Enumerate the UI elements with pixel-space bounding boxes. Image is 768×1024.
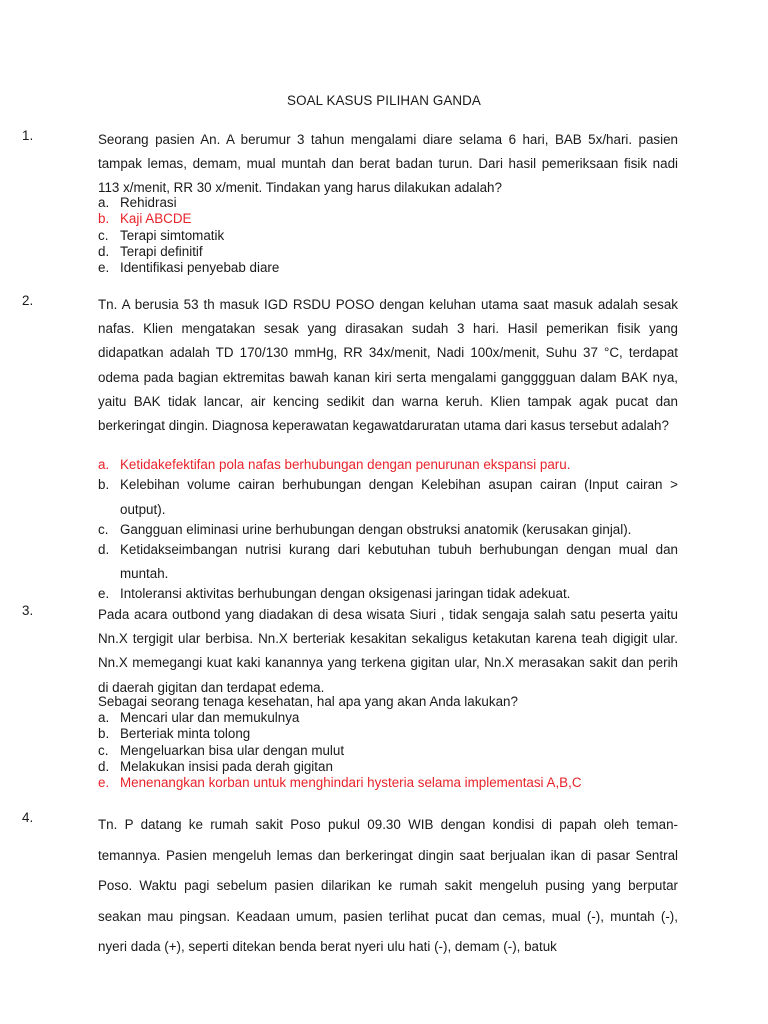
option-text: Berteriak minta tolong: [120, 726, 251, 742]
option-letter: b.: [98, 726, 110, 742]
question-number: 1.: [22, 128, 34, 143]
option-d: [98, 244, 678, 260]
question-text: Pada acara outbond yang diadakan di desa wisata Siuri , tidak sengaja salah satu peserta yaitu Nn.X tergigit ular berbisa. Nn.X berteriak kesakitan sekaligus ketakutan karena teah digigit ular. Nn.X memegangi kuat kaki kanannya yang terkena gigitan ular, Nn.X merasakan sakit dan perih di daerah gigitan dan terdapat edema.: [98, 607, 678, 695]
option-b-correct: [98, 211, 678, 227]
option-letter: d.: [98, 243, 110, 259]
option-letter: b.: [98, 477, 110, 493]
option-letter: b.: [98, 211, 110, 227]
option-letter: d.: [98, 758, 110, 774]
question-text: Tn. P datang ke rumah sakit Poso pukul 09.30 WIB dengan kondisi di papah oleh teman-temannya. Pasien mengeluh lemas dan berkeringat dingin saat berjualan ikan di pasar Sentral Poso. Waktu pagi sebelum pasien dilarikan ke rumah sakit mengeluh pusing yang berputar seakan mau pingsan. Keadaan umum, pasien terlihat pucat dan cemas, mual (-), muntah (-), nyeri dada (+), seperti ditekan benda berat nyeri ulu hati (-), demam (-), batuk: [98, 817, 678, 954]
option-d: [98, 538, 678, 586]
option-b: [98, 726, 678, 742]
option-list: [98, 710, 678, 791]
option-letter: a.: [98, 710, 110, 725]
option-text: Kelebihan volume cairan berhubungan dengan Kelebihan asupan cairan (Input cairan > output).: [120, 477, 678, 517]
option-e: [98, 260, 678, 276]
option-b: [98, 473, 678, 521]
option-a-correct: [98, 457, 678, 473]
option-letter: a.: [98, 457, 110, 472]
option-text: Ketidakseimbangan nutrisi kurang dari kebutuhan tubuh berhubungan dengan mual dan muntah.: [120, 542, 678, 582]
option-letter: e.: [98, 260, 110, 276]
option-text: Mencari ular dan memukulnya: [120, 710, 300, 725]
option-text: Terapi simtomatik: [120, 227, 225, 243]
option-text: Ketidakefektifan pola nafas berhubungan dengan penurunan ekspansi paru.: [120, 457, 571, 472]
option-text: Gangguan eliminasi urine berhubungan dengan obstruksi anatomik (kerusakan ginjal).: [120, 521, 632, 537]
option-text: Melakukan insisi pada derah gigitan: [120, 758, 333, 774]
option-letter: a.: [98, 195, 110, 210]
question-number: 4.: [22, 810, 34, 825]
option-letter: e.: [98, 586, 110, 602]
option-list: [98, 457, 678, 603]
question-number: 3.: [22, 603, 34, 618]
option-text: Identifikasi penyebab diare: [120, 260, 280, 276]
option-letter: d.: [98, 542, 110, 557]
option-letter: e.: [98, 775, 110, 791]
option-text: Menenangkan korban untuk menghindari hysteria selama implementasi A,B,C: [120, 775, 582, 791]
option-a: [98, 710, 678, 726]
option-text: Kaji ABCDE: [120, 211, 192, 227]
option-list: [98, 195, 678, 276]
option-text: Terapi definitif: [120, 243, 203, 259]
page-title: SOAL KASUS PILIHAN GANDA: [287, 93, 481, 108]
question-prompt: Sebagai seorang tenaga kesehatan, hal apa yang akan Anda lakukan?: [98, 694, 518, 709]
option-text: Mengeluarkan bisa ular dengan mulut: [120, 742, 345, 758]
question-text: Tn. A berusia 53 th masuk IGD RSDU POSO dengan keluhan utama saat masuk adalah sesak nafas. Klien mengatakan sesak yang dirasakan sudah 3 hari. Hasil pemerikan fisik yang didapatkan adalah TD 170/130 mmHg, RR 34x/menit, Nadi 100x/menit, Suhu 37 °C, terdapat odema pada bagian ektremitas bawah kanan kiri serta mengalami gangggguan dalam BAK nya, yaitu BAK tidak lancar, air kencing sedikit dan warna keruh. Klien tampak agak pucat dan berkeringat dingin. Diagnosa keperawatan kegawatdaruratan utama dari kasus tersebut adalah?: [98, 297, 678, 434]
option-letter: c.: [98, 227, 109, 243]
option-e-correct: [98, 775, 678, 791]
option-e: [98, 586, 678, 602]
option-c: [98, 228, 678, 244]
option-d: [98, 759, 678, 775]
option-text: Rehidrasi: [120, 195, 177, 210]
option-letter: c.: [98, 521, 109, 537]
option-c: [98, 522, 678, 538]
option-a: [98, 195, 678, 211]
question-text: Seorang pasien An. A berumur 3 tahun mengalami diare selama 6 hari, BAB 5x/hari. pasien tampak lemas, demam, mual muntah dan berat badan turun. Dari hasil pemeriksaan fisik nadi 113 x/menit, RR 30 x/menit. Tindakan yang harus dilakukan adalah?: [98, 132, 678, 196]
option-letter: c.: [98, 742, 109, 758]
option-c: [98, 743, 678, 759]
question-number: 2.: [22, 293, 34, 308]
option-text: Intoleransi aktivitas berhubungan dengan oksigenasi jaringan tidak adekuat.: [120, 586, 571, 602]
